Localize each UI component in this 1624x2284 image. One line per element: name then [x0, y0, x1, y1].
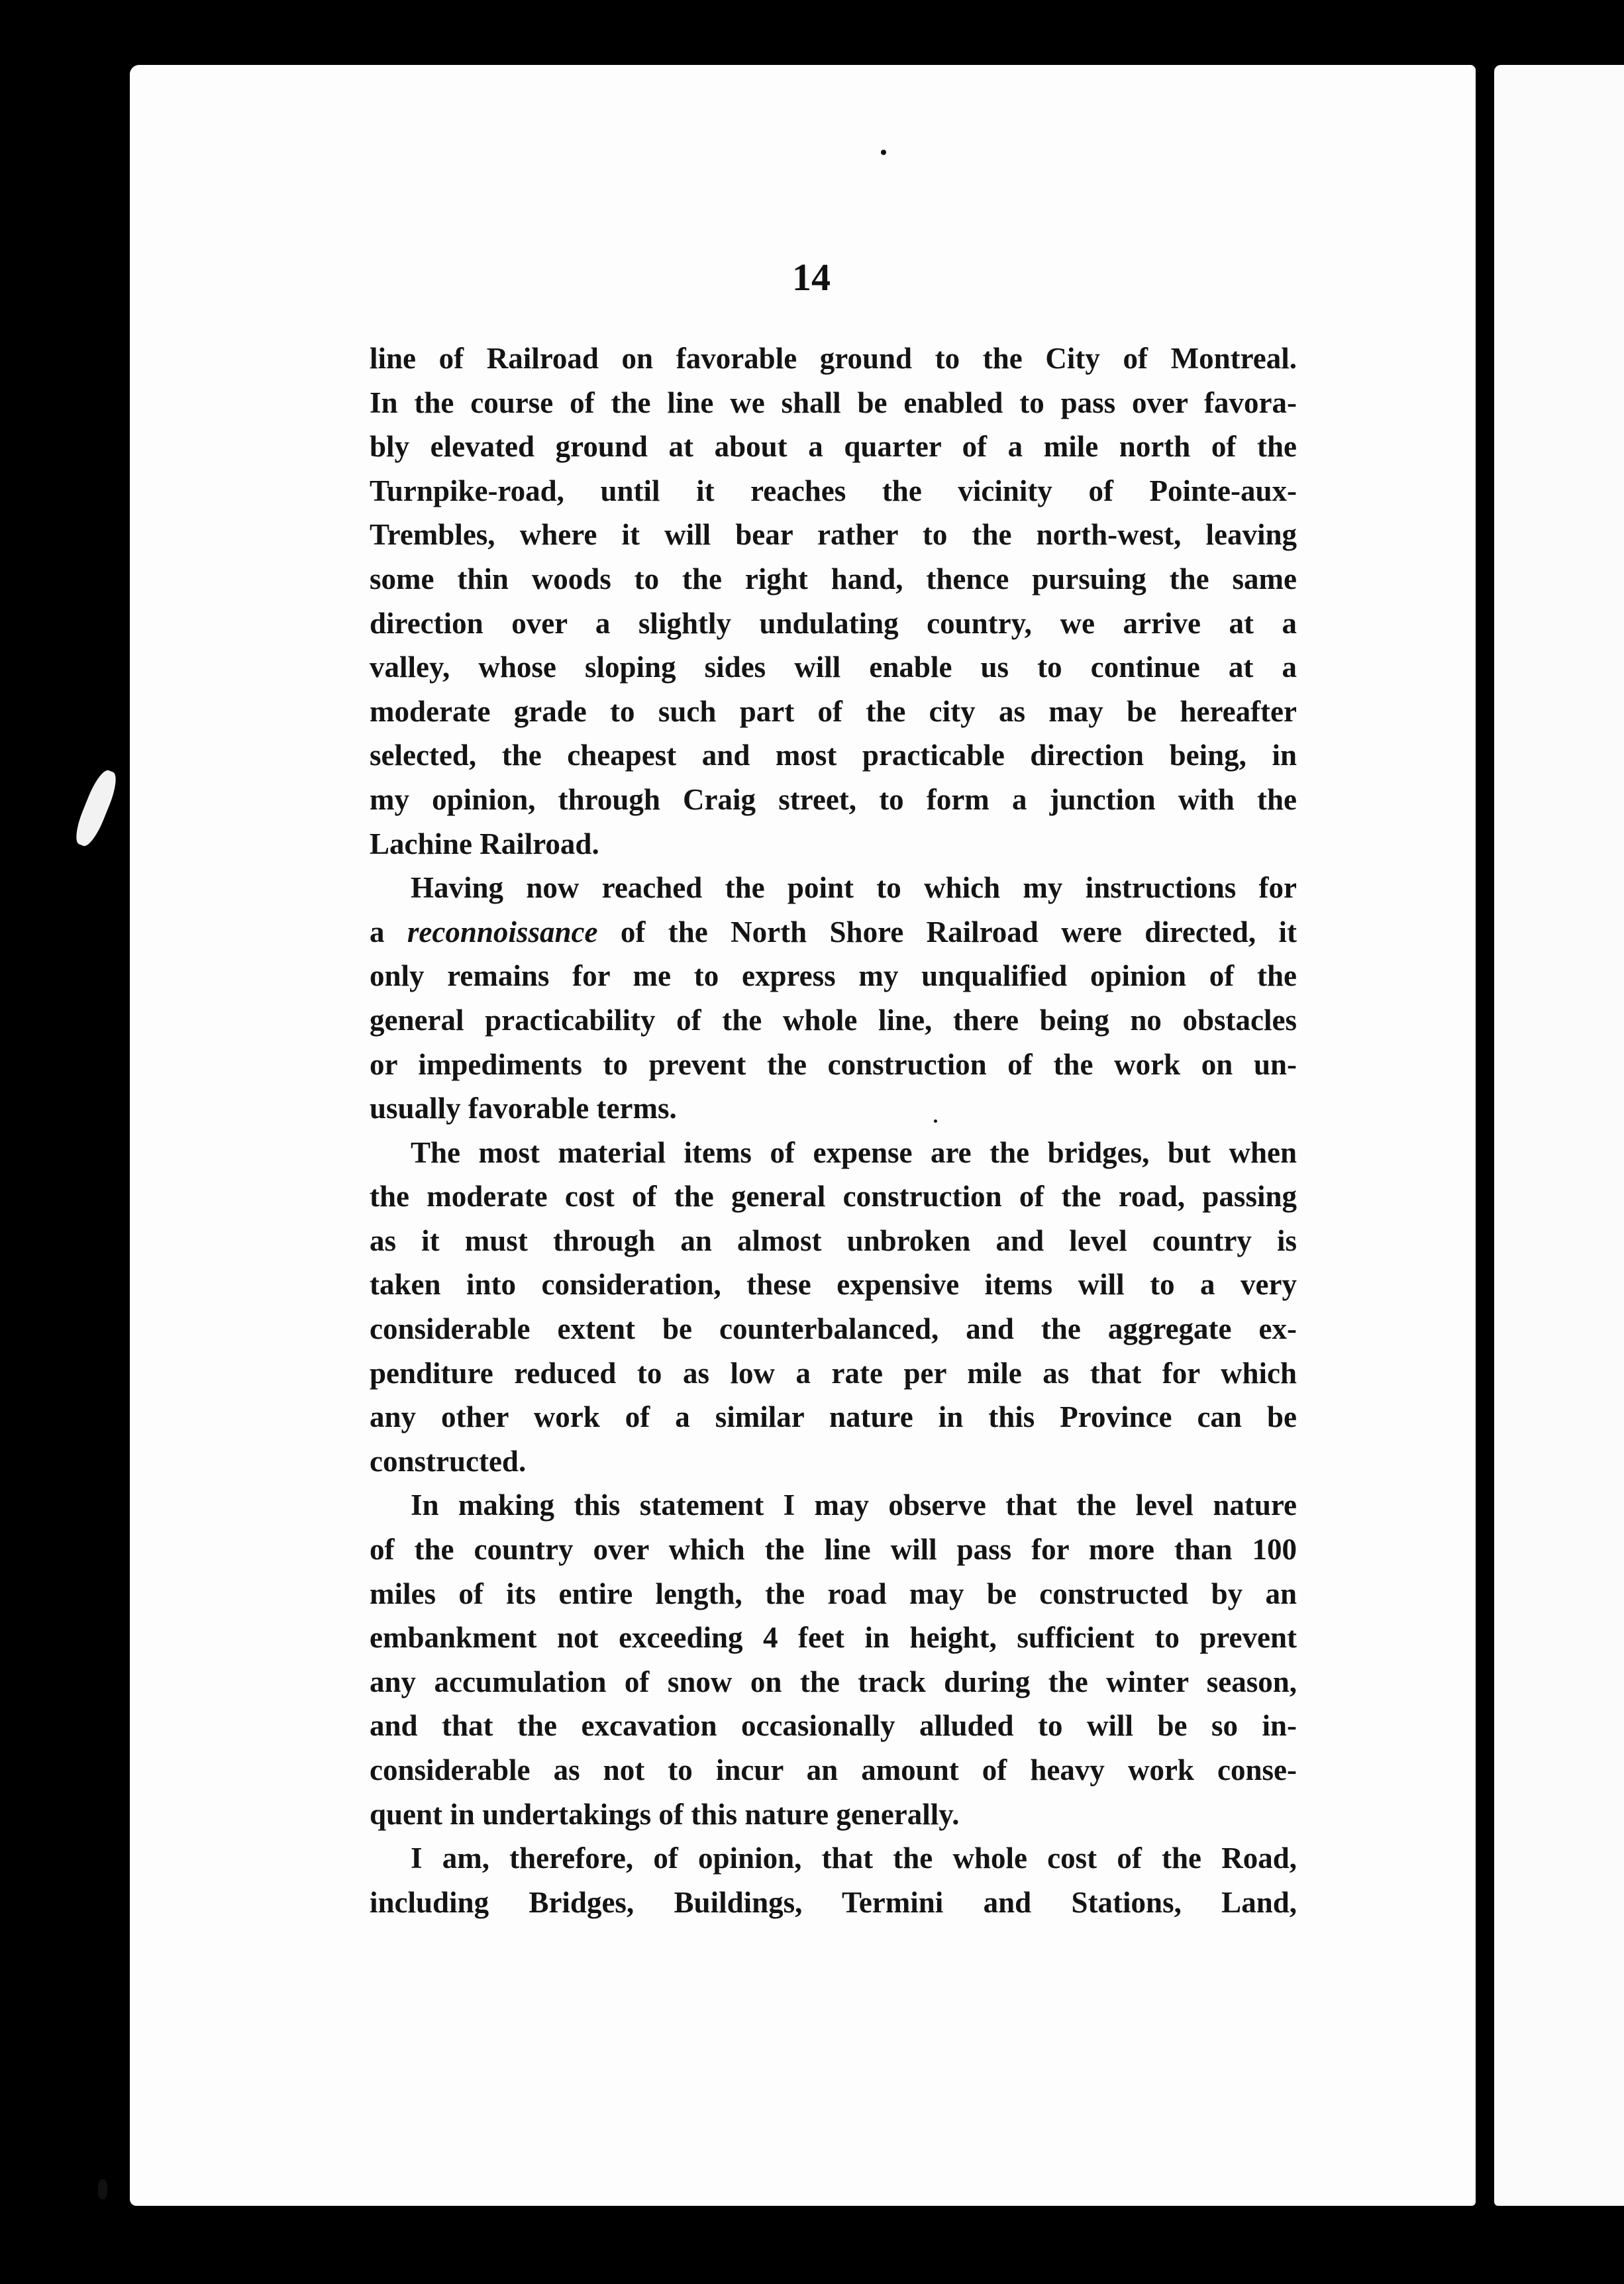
text-line: general practicability of the whole line, there being no obstacles: [370, 1003, 1297, 1037]
text-line: a reconnoissance of the North Shore Railroad were directed, it: [370, 915, 1297, 949]
text-line: of the country over which the line will pass for more than 100: [370, 1533, 1297, 1567]
text-line: as it must through an almost unbroken and level country is: [370, 1223, 1297, 1257]
text-line: line of Railroad on favorable ground to the City of Montreal.: [370, 342, 1297, 375]
paragraph: [370, 1131, 1297, 1484]
scan-artifact-mark: [71, 767, 121, 849]
paragraph: [370, 866, 1297, 1131]
page-number: 14: [792, 256, 831, 299]
text-line: In the course of the line we shall be enabled to pass over favora-: [370, 386, 1297, 419]
text-line: taken into consideration, these expensive items will to a very: [370, 1268, 1297, 1302]
italic-term: reconnoissance: [407, 915, 598, 949]
text-line: I am, therefore, of opinion, that the whole cost of the Road,: [411, 1842, 1297, 1875]
book-spine-gutter: [1476, 65, 1494, 2206]
text-line: quent in undertakings of this nature generally.: [370, 1797, 960, 1831]
text-line: the moderate cost of the general construction of the road, passing: [370, 1180, 1297, 1214]
text-line: only remains for me to express my unqualified opinion of the: [370, 959, 1297, 993]
text-line: Lachine Railroad.: [370, 827, 599, 860]
paragraph: [370, 337, 1297, 866]
text-line: miles of its entire length, the road may be constructed by an: [370, 1577, 1297, 1610]
text-line: embankment not exceeding 4 feet in height, sufficient to prevent: [370, 1621, 1297, 1655]
text-line: considerable as not to incur an amount of heavy work conse-: [370, 1753, 1297, 1787]
text-line: constructed.: [370, 1444, 527, 1478]
paragraph: [370, 1483, 1297, 1836]
scan-speck: [98, 2179, 107, 2199]
text-line: Turnpike-road, until it reaches the vicinity of Pointe-aux-: [370, 474, 1297, 507]
text-line: direction over a slightly undulating country, we arrive at a: [370, 606, 1297, 640]
text-line: moderate grade to such part of the city as may be hereafter: [370, 694, 1297, 728]
text-line: In making this statement I may observe that the level nature: [411, 1488, 1297, 1522]
text-line: selected, the cheapest and most practicable direction being, in: [370, 739, 1297, 772]
text-line: Having now reached the point to which my instructions for: [411, 871, 1297, 905]
text-line: considerable extent be counterbalanced, and the aggregate ex-: [370, 1312, 1297, 1346]
body-text: [370, 337, 1297, 1924]
text-line: penditure reduced to as low a rate per mile as that for which: [370, 1356, 1297, 1390]
text-line: any other work of a similar nature in this Province can be: [370, 1400, 1297, 1434]
text-line: some thin woods to the right hand, thence pursuing the same: [370, 562, 1297, 596]
scan-speck: [881, 150, 886, 155]
text-line: valley, whose sloping sides will enable us to continue at a: [370, 650, 1297, 684]
text-line: bly elevated ground at about a quarter of a mile north of the: [370, 430, 1297, 464]
text-line: or impediments to prevent the construction of the work on un-: [370, 1047, 1297, 1081]
facing-page-edge: [1494, 65, 1624, 2206]
text-line: and that the excavation occasionally alluded to will be so in-: [370, 1709, 1297, 1743]
text-line: The most material items of expense are the bridges, but when: [411, 1135, 1297, 1169]
text-line: my opinion, through Craig street, to form a junction with the: [370, 782, 1297, 816]
text-line: Trembles, where it will bear rather to the north-west, leaving: [370, 518, 1297, 552]
text-line: including Bridges, Buildings, Termini and Stations, Land,: [370, 1885, 1297, 1919]
text-line: usually favorable terms.: [370, 1092, 677, 1125]
text-line: any accumulation of snow on the track during the winter season,: [370, 1665, 1297, 1698]
paragraph: [370, 1836, 1297, 1924]
